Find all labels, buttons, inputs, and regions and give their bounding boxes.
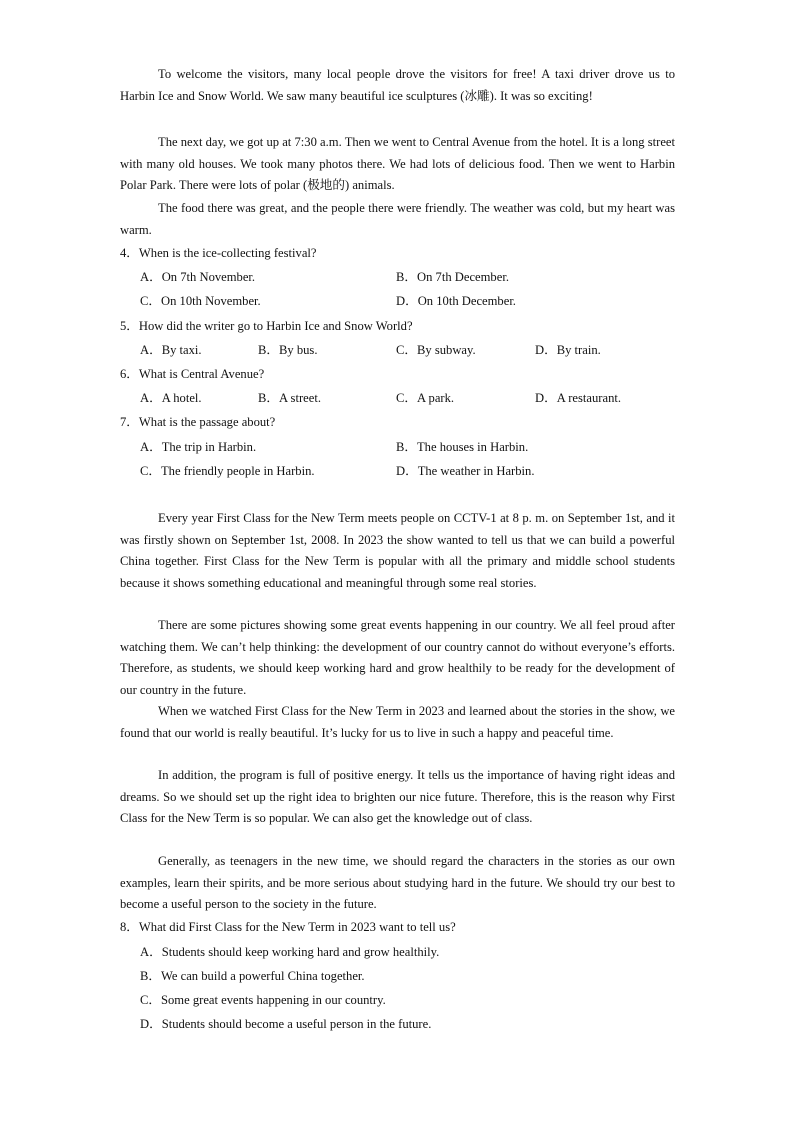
question-8-option-d[interactable]: D．Students should become a useful person in the future. [140, 1017, 432, 1031]
question-4-option-c[interactable]: C．On 10th November. [140, 294, 261, 308]
passage2-paragraph-5: Generally, as teenagers in the new time, we should regard the characters in the stories as our own examples, learn their spirits, and be more serious about studying hard in the future. We should try our best to become a useful person to the society in the future. [120, 854, 675, 912]
question-5-option-c[interactable]: C．By subway. [396, 343, 476, 357]
question-6-option-d[interactable]: D．A restaurant. [535, 391, 622, 405]
question-7-option-b[interactable]: B．The houses in Harbin. [396, 440, 529, 454]
question-4-option-b[interactable]: B．On 7th December. [396, 270, 509, 284]
question-8-option-b[interactable]: B．We can build a powerful China together. [140, 969, 365, 983]
passage1-paragraph-3: The food there was great, and the people there were friendly. The weather was cold, but my heart was warm. [120, 201, 675, 237]
question-7-option-a[interactable]: A．The trip in Harbin. [140, 440, 257, 454]
question-7-option-d[interactable]: D．The weather in Harbin. [396, 464, 535, 478]
question-6-option-a[interactable]: A．A hotel. [140, 391, 202, 405]
passage1-paragraph-2: The next day, we got up at 7:30 a.m. Then we went to Central Avenue from the hotel. It is a long street with many old houses. We took many photos there. We had lots of delicious food. Then we went to Harbin Polar Park. There were lots of polar (极地的) animals. [120, 135, 675, 193]
question-7-option-c[interactable]: C．The friendly people in Harbin. [140, 464, 315, 478]
passage1-paragraph-1: To welcome the visitors, many local people drove the visitors for free! A taxi driver drove us to Harbin Ice and Snow World. We saw many beautiful ice sculptures (冰雕). It was so exciting! [120, 67, 675, 103]
question-6-option-b[interactable]: B．A street. [258, 391, 321, 405]
question-6-stem: 6．What is Central Avenue? [120, 367, 265, 381]
passage2-paragraph-3: When we watched First Class for the New Term in 2023 and learned about the stories in the show, we found that our world is really beautiful. It’s lucky for us to live in such a happy and peaceful time. [120, 704, 675, 740]
passage2-paragraph-2: There are some pictures showing some great events happening in our country. We all feel proud after watching them. We can’t help thinking: the development of our country cannot do without everyone’s efforts. Therefore, as students, we should keep working hard and grow healthily to be ready for the development of our country in the future. [120, 618, 675, 697]
question-8-stem: 8．What did First Class for the New Term in 2023 want to tell us? [120, 920, 456, 934]
passage2-paragraph-4: In addition, the program is full of positive energy. It tells us the importance of having right ideas and dreams. So we should set up the right idea to brighten our nice future. Therefore, this is the reason why First Class for the New Term is so popular. We can also get the knowledge out of class. [120, 768, 675, 826]
question-5-option-d[interactable]: D．By train. [535, 343, 601, 357]
question-8-option-c[interactable]: C．Some great events happening in our country. [140, 993, 386, 1007]
question-4-option-a[interactable]: A．On 7th November. [140, 270, 256, 284]
question-5-option-a[interactable]: A．By taxi. [140, 343, 202, 357]
question-5-stem: 5．How did the writer go to Harbin Ice and Snow World? [120, 319, 413, 333]
question-6-option-c[interactable]: C．A park. [396, 391, 455, 405]
question-7-stem: 7．What is the passage about? [120, 415, 276, 429]
question-4-stem: 4．When is the ice-collecting festival? [120, 246, 317, 260]
question-5-option-b[interactable]: B．By bus. [258, 343, 318, 357]
question-8-option-a[interactable]: A．Students should keep working hard and grow healthily. [140, 945, 440, 959]
question-4-option-d[interactable]: D．On 10th December. [396, 294, 516, 308]
passage2-paragraph-1: Every year First Class for the New Term meets people on CCTV-1 at 8 p. m. on September 1st, and it was firstly shown on September 1st, 2008. In 2023 the show wanted to tell us that we can build a powerful China together. First Class for the New Term is popular with all the primary and middle school students because it shows something educational and meaningful through some real stories. [120, 511, 675, 590]
